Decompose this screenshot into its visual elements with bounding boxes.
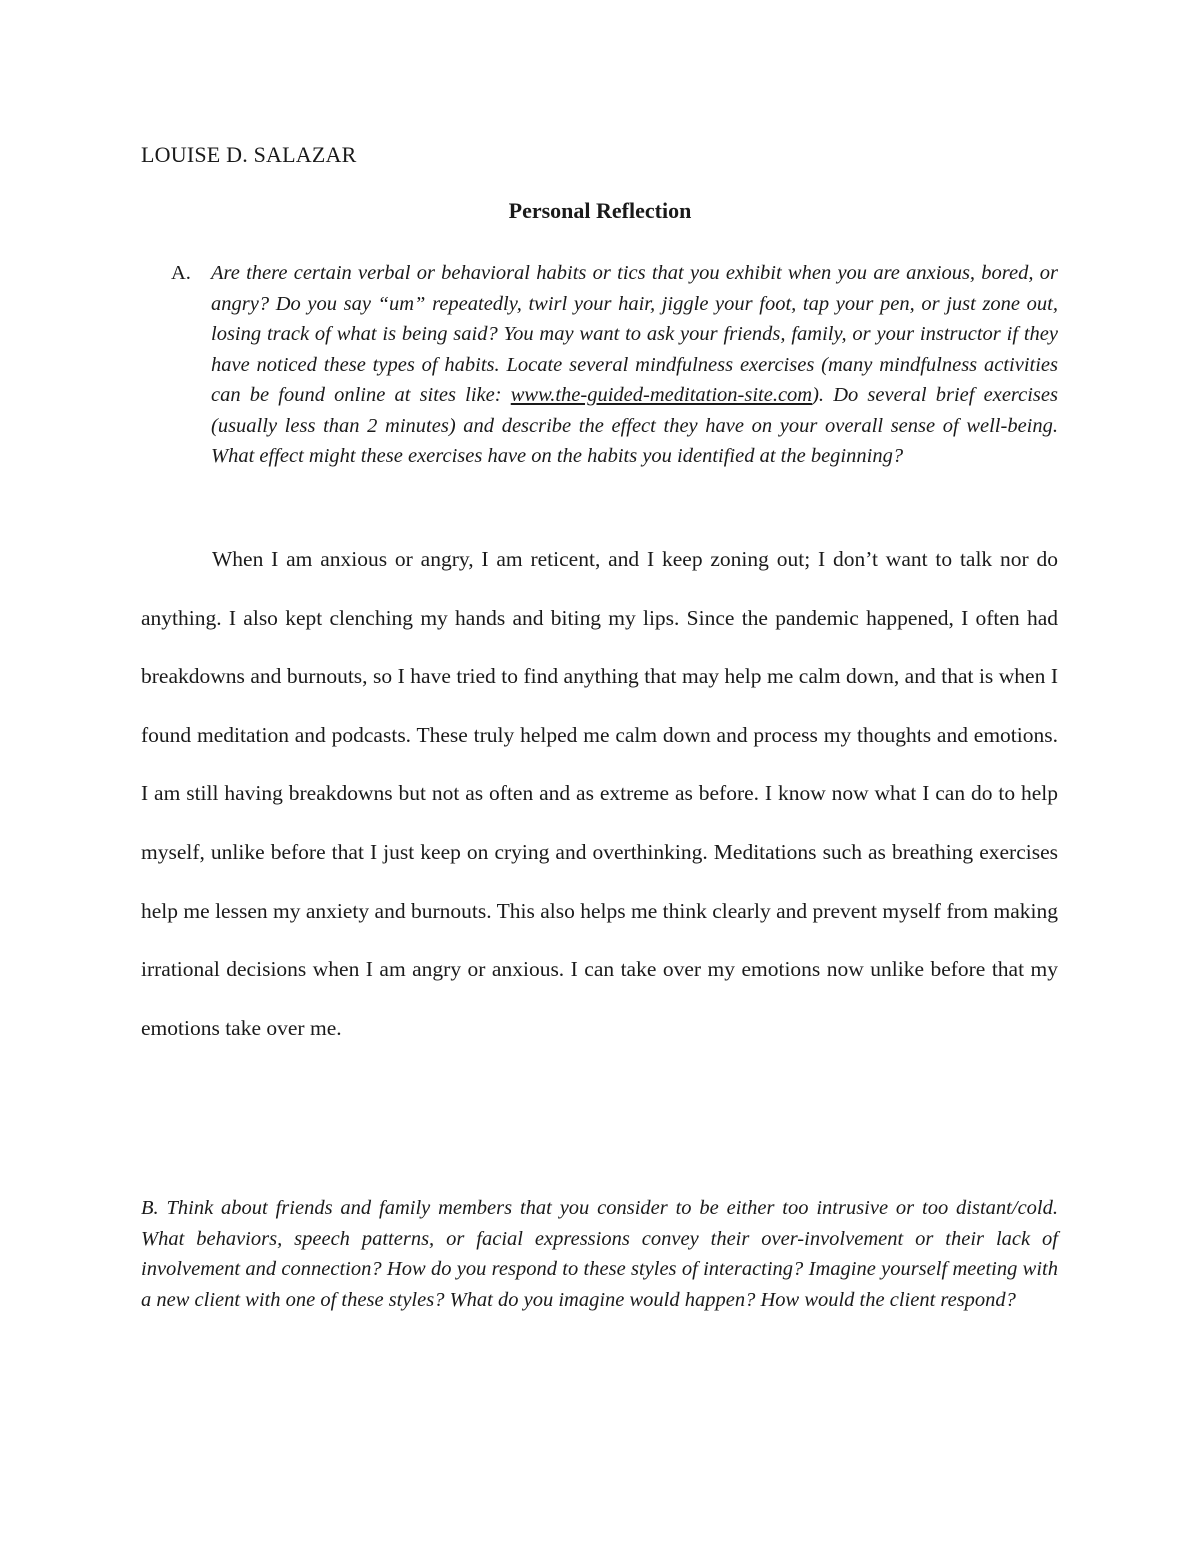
question-a-text-after-link: ). Do several brief exercises (usually less than 2 minutes) and describe the effect they have on your overall sense of well-being. What effect might these exercises have on the habits you identified at the beginning?: [211, 384, 1058, 467]
answer-a-paragraph: When I am anxious or angry, I am reticent, and I keep zoning out; I don’t want to talk nor do anything. I also kept clenching my hands and biting my lips. Since the pandemic happened, I often had breakdowns and burnouts, so I have tried to find anything that may help me calm down, and that is when I found meditation and podcasts. These truly helped me calm down and process my thoughts and emotions. I am still having breakdowns but not as often and as extreme as before. I know now what I can do to help myself, unlike before that I just keep on crying and overthinking. Meditations such as breathing exercises help me lessen my anxiety and burnouts. This also helps me think clearly and prevent myself from making irrational decisions when I am angry or anxious. I can take over my emotions now unlike before that my emotions take over me.: [141, 547, 1058, 1040]
question-a-marker: A.: [171, 262, 191, 284]
author-name: LOUISE D. SALAZAR: [141, 142, 357, 167]
question-a-text-before-link: Are there certain verbal or behavioral habits or tics that you exhibit when you are anxious, bored, or angry? Do you say “um” repeatedly, twirl your hair, jiggle your foot, tap your pen, or just zone out, losing track of what is being said? You may want to ask your friends, family, or your instructor if they have noticed these types of habits. Locate several mindfulness exercises (many mindfulness activities can be found online at sites like:: [211, 262, 1058, 406]
question-a: [172, 258, 1058, 472]
question-a-text: [172, 258, 1058, 472]
meditation-site-link[interactable]: www.the-guided-meditation-site.com: [510, 384, 813, 406]
question-b: B. Think about friends and family members that you consider to be either too intrusive or too distant/cold. What behaviors, speech patterns, or facial expressions convey their over-involvement or their lack of involvement and connection? How do you respond to these styles of interacting? Imagine yourself meeting with a new client with one of these styles? What do you imagine would happen? How would the client respond?: [141, 1197, 1058, 1311]
page-title: Personal Reflection: [508, 198, 692, 223]
